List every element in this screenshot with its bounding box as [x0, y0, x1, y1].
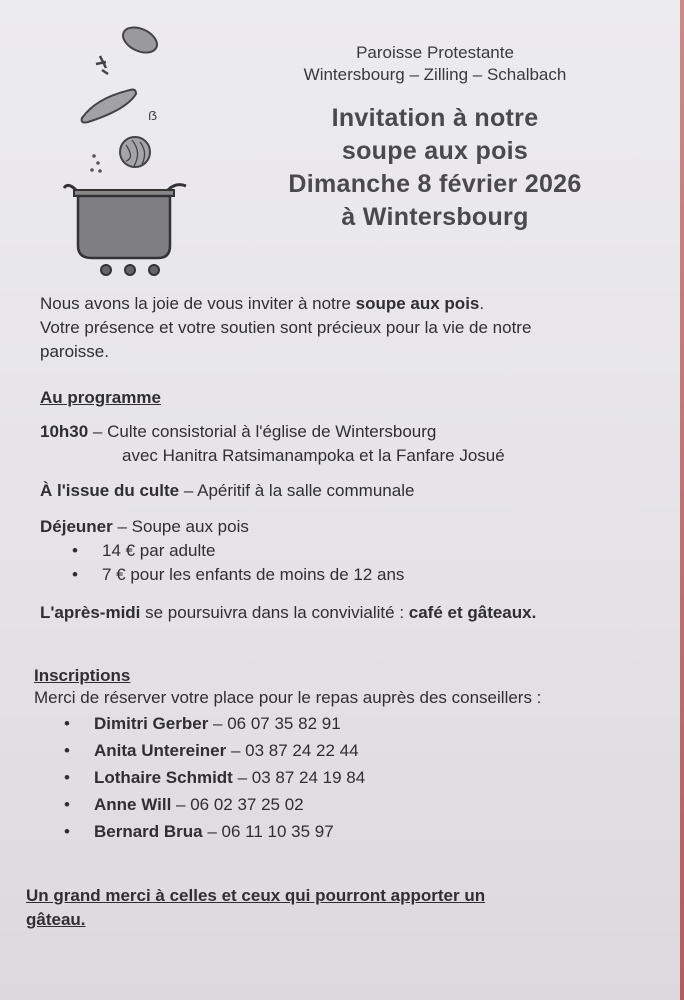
- price-item: • 14 € par adulte: [72, 539, 660, 563]
- intro-highlight: soupe aux pois: [355, 294, 480, 313]
- invitation-title: [250, 102, 620, 234]
- contact-name: Anne Will: [94, 795, 172, 814]
- contacts-list: [64, 710, 664, 845]
- intro-text: Nous avons la joie de vous inviter à notre: [40, 294, 356, 313]
- afternoon-highlight: café et gâteaux.: [408, 603, 537, 622]
- contact-item: [64, 764, 664, 791]
- intro-text: paroisse.: [40, 342, 109, 361]
- culte-performers: avec Hanitra Ratsimanampoka et la Fanfare Josué: [122, 446, 505, 465]
- intro-paragraph: [40, 292, 660, 364]
- page-edge: [680, 0, 684, 1000]
- contact-item: [64, 791, 664, 818]
- closing-line: gâteau.: [26, 910, 86, 929]
- aperitif-text: – Apéritif à la salle communale: [179, 481, 415, 500]
- soup-pot-illustration: [56, 18, 206, 280]
- culte-text: – Culte consistorial à l'église de Wintersbourg: [88, 422, 437, 441]
- inscriptions-intro: Merci de réserver votre place pour le repas auprès des conseillers :: [34, 688, 542, 707]
- programme-dejeuner: [40, 515, 660, 587]
- title-place: à Wintersbourg: [341, 203, 529, 231]
- contact-phone: – 06 07 35 82 91: [208, 714, 341, 733]
- culte-time: 10h30: [40, 422, 89, 441]
- flyer-header: [250, 42, 620, 234]
- intro-text: .: [479, 294, 485, 313]
- title-line: Invitation à notre: [331, 104, 539, 132]
- contact-phone: – 03 87 24 22 44: [226, 741, 359, 760]
- contact-name: Anita Untereiner: [94, 741, 227, 760]
- programme-heading: Au programme: [40, 388, 161, 407]
- intro-text: Votre présence et votre soutien sont précieux pour la vie de notre: [40, 318, 532, 337]
- title-date: Dimanche 8 février 2026: [288, 170, 582, 198]
- contact-phone: – 06 02 37 25 02: [171, 795, 304, 814]
- contact-item: [64, 737, 664, 764]
- contact-name: Dimitri Gerber: [94, 714, 209, 733]
- programme-afternoon: [40, 601, 660, 625]
- herb-icon: [96, 56, 108, 74]
- title-line: soupe aux pois: [341, 137, 529, 165]
- price-item: • 7 € pour les enfants de moins de 12 ans: [72, 563, 660, 587]
- afternoon-text: se poursuivra dans la convivialité :: [140, 603, 409, 622]
- contact-item: [64, 710, 664, 737]
- contact-name: Lothaire Schmidt: [94, 768, 233, 787]
- contact-phone: – 03 87 24 19 84: [232, 768, 366, 787]
- contact-item: [64, 818, 664, 845]
- onion-icon: [120, 137, 150, 167]
- cooking-pot-icon: [64, 185, 186, 275]
- price-list: [72, 539, 660, 587]
- dejeuner-text: – Soupe aux pois: [112, 517, 249, 536]
- pea-swirl-icon: ẞ: [148, 108, 158, 123]
- programme-culte: [40, 420, 660, 468]
- closing-line: Un grand merci à celles et ceux qui pourront apporter un: [26, 886, 486, 905]
- contact-name: Bernard Brua: [94, 822, 203, 841]
- carrot-icon: [82, 90, 136, 123]
- inscriptions-heading: Inscriptions: [34, 666, 131, 685]
- aperitif-label: À l'issue du culte: [40, 481, 180, 500]
- contact-phone: – 06 11 10 35 97: [202, 822, 334, 841]
- potato-icon: [119, 22, 161, 57]
- dejeuner-label: Déjeuner: [40, 517, 113, 536]
- parish-villages: Wintersbourg – Zilling – Schalbach: [303, 65, 567, 84]
- closing-thanks: [26, 884, 646, 932]
- programme-aperitif: [40, 479, 660, 503]
- afternoon-label: L'après-midi: [40, 603, 141, 622]
- parish-name: Paroisse Protestante: [356, 43, 514, 62]
